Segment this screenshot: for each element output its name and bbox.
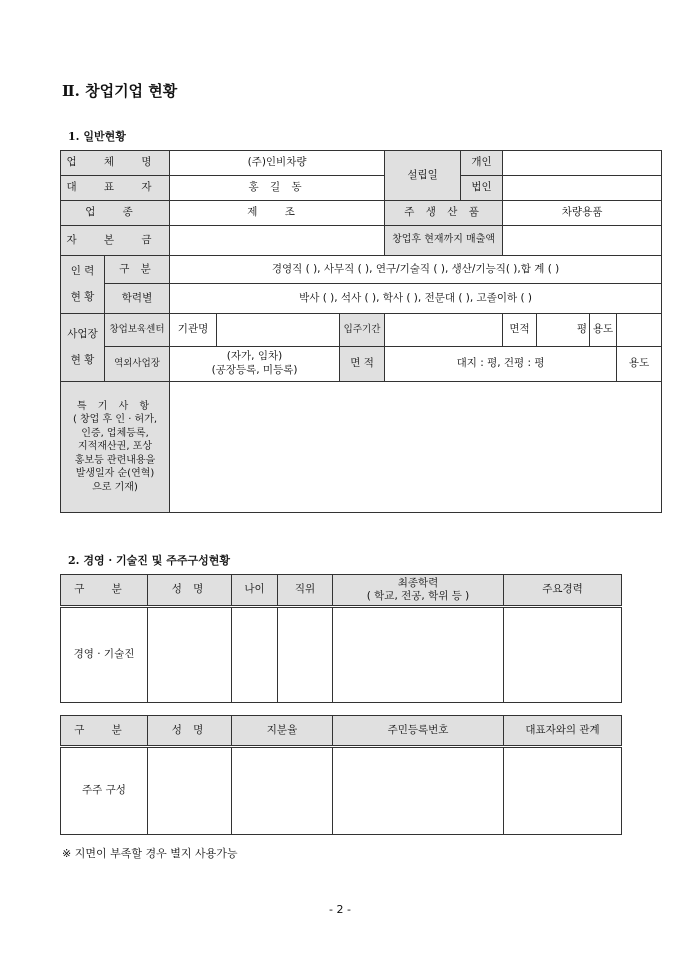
land-building-value: 대지 : 평, 건평 : 평 — [385, 347, 617, 382]
share-relation-cell[interactable] — [504, 747, 622, 835]
share-header-share: 지분율 — [232, 716, 333, 747]
corporate-label: 법인 — [461, 176, 503, 201]
institution-label: 기관명 — [170, 314, 217, 347]
share-header-resident-no: 주민등록번호 — [333, 716, 504, 747]
hr-education-label: 학력별 — [105, 284, 170, 314]
special-notes-value[interactable] — [170, 382, 662, 513]
share-name-cell[interactable] — [148, 747, 232, 835]
ceo-value: 홍 길 동 — [170, 176, 385, 201]
general-status-table — [60, 150, 662, 513]
mgmt-header-education: 최종학력 ( 학교, 전공, 학위 등 ) — [333, 575, 504, 607]
industry-label: 업 종 — [61, 201, 170, 226]
individual-label: 개인 — [461, 151, 503, 176]
corporate-value[interactable] — [503, 176, 662, 201]
share-header-relation: 대표자와의 관계 — [504, 716, 622, 747]
share-header-name: 성 명 — [148, 716, 232, 747]
individual-value[interactable] — [503, 151, 662, 176]
move-in-value[interactable] — [385, 314, 503, 347]
mgmt-header-career: 주요경력 — [504, 575, 622, 607]
mgmt-career-cell[interactable] — [504, 607, 622, 703]
mgmt-name-cell[interactable] — [148, 607, 232, 703]
mgmt-education-cell[interactable] — [333, 607, 504, 703]
hr-division-value: 경영직 ( ), 사무직 ( ), 연구/기술직 ( ), 생산/기능직( ),합 계 ( ) — [170, 256, 662, 284]
off-site-value: (자가, 임차) (공장등록, 미등록) — [170, 347, 340, 382]
share-resident-no-cell[interactable] — [333, 747, 504, 835]
area-label: 면적 — [503, 314, 537, 347]
company-name-value: (주)인비차량 — [170, 151, 385, 176]
footnote: ※ 지면이 부족할 경우 별지 사용가능 — [62, 847, 238, 860]
usage-value[interactable] — [617, 314, 662, 347]
established-label: 설립일 — [385, 151, 461, 201]
area-label-2: 면 적 — [340, 347, 385, 382]
ceo-label: 대 표 자 — [61, 176, 170, 201]
main-product-label: 주 생 산 품 — [385, 201, 503, 226]
mgmt-row-label: 경영 · 기술진 — [61, 607, 148, 703]
sales-value[interactable] — [503, 226, 662, 256]
institution-value[interactable] — [217, 314, 340, 347]
special-notes-label: 특 기 사 항 ( 창업 후 인 · 허가, 인증, 업체등록, 지적재산권, 포상 홍보등 관련내용을 발생일자 순(연혁) 으로 기재) — [61, 382, 170, 513]
section-management-heading: 2. 경영 · 기술진 및 주주구성현황 — [68, 554, 230, 567]
usage-label-2: 용도 — [617, 347, 662, 382]
move-in-label: 입주기간 — [340, 314, 385, 347]
hr-education-value: 박사 ( ), 석사 ( ), 학사 ( ), 전문대 ( ), 고졸이하 ( ) — [170, 284, 662, 314]
share-ratio-cell[interactable] — [232, 747, 333, 835]
page-title: Ⅱ. 창업기업 현황 — [62, 82, 178, 100]
mgmt-header-name: 성 명 — [148, 575, 232, 607]
section-general-heading: 1. 일반현황 — [68, 130, 126, 143]
mgmt-position-cell[interactable] — [278, 607, 333, 703]
capital-label: 자 본 금 — [61, 226, 170, 256]
page-number: - 2 - — [329, 903, 351, 916]
hr-status-label: 인 력 현 황 — [61, 256, 105, 314]
incubator-label: 창업보육센터 — [105, 314, 170, 347]
off-site-label: 역외사업장 — [105, 347, 170, 382]
mgmt-header-position: 직위 — [278, 575, 333, 607]
mgmt-age-cell[interactable] — [232, 607, 278, 703]
main-product-value: 차량용품 — [503, 201, 662, 226]
sales-label: 창업후 현재까지 매출액 — [385, 226, 503, 256]
industry-value: 제 조 — [170, 201, 385, 226]
share-row-label: 주주 구성 — [61, 747, 148, 835]
hr-division-label: 구 분 — [105, 256, 170, 284]
capital-value[interactable] — [170, 226, 385, 256]
share-header-division: 구 분 — [61, 716, 148, 747]
area-value: 평 — [537, 314, 590, 347]
management-table — [60, 574, 622, 703]
site-status-label: 사업장 현 황 — [61, 314, 105, 382]
shareholder-table — [60, 715, 622, 835]
mgmt-header-age: 나이 — [232, 575, 278, 607]
company-name-label: 업 체 명 — [61, 151, 170, 176]
usage-label: 용도 — [590, 314, 617, 347]
mgmt-header-division: 구 분 — [61, 575, 148, 607]
